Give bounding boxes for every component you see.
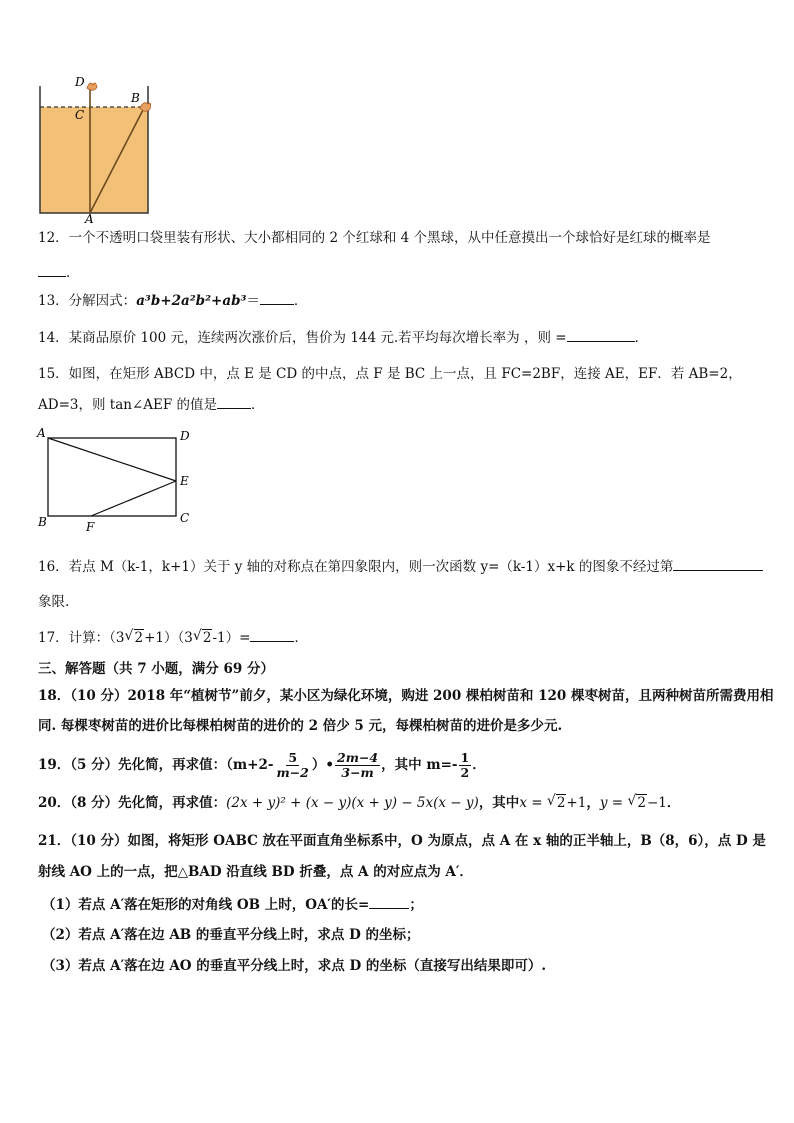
question-16-line1 — [38, 556, 760, 577]
question-21-sub1 — [42, 894, 760, 915]
question-17 — [38, 627, 760, 648]
q13-expression: a³b+2a²b²+ab³ — [136, 293, 247, 309]
q20-y-post: −1 — [646, 795, 667, 811]
q15-line2: AD=3，则 tan∠AEF 的值是 — [38, 397, 218, 413]
q19-f3-den: 2 — [460, 765, 470, 780]
question-21-sub2 — [42, 925, 760, 945]
figure-11 — [30, 72, 160, 224]
q19-f2-num: 2m−4 — [337, 750, 379, 765]
question-18-line2 — [38, 716, 760, 736]
section-3-title — [38, 659, 760, 679]
label-D: D — [75, 75, 85, 89]
q15-end: ． — [251, 397, 265, 413]
label-E: E — [180, 474, 189, 488]
q20-y-radicand: 2 — [637, 795, 646, 811]
question-21-sub3 — [42, 956, 760, 976]
q19-mid: ，其中 m=- — [381, 757, 458, 773]
label-B: B — [131, 91, 140, 105]
q19-f3-num: 1 — [460, 750, 470, 765]
q19-fraction-2 — [335, 751, 380, 780]
q21-sub1-answer-blank — [369, 894, 409, 909]
q13-prefix: 13．分解因式： — [38, 293, 137, 309]
label-C: C — [75, 108, 85, 122]
q21-line1: 21．（10 分）如图，将矩形 OABC 放在平面直角坐标系中，O 为原点，点 A 在 x 轴的正半轴上，B（8，6），点 D 是 — [38, 833, 766, 849]
q17-prefix: 17．计算：（3 — [38, 630, 125, 646]
q14-end: ． — [634, 330, 649, 346]
q16-answer-blank — [673, 556, 763, 571]
q19-f1-den: m−2 — [276, 765, 309, 780]
label-D: D — [180, 429, 190, 443]
label-A: A — [85, 212, 94, 224]
q17-end: ． — [294, 630, 308, 646]
q21-sub1-end: ； — [409, 897, 423, 913]
q18-line1: 18．（10 分）2018 年“植树节”前夕，某小区为绿化环境，购进 200 棵柏树苗和 120 棵枣树苗，且两种树苗所需费用相 — [38, 688, 774, 704]
q20-prefix: 20．（8 分）先化简，再求值： — [38, 795, 227, 811]
label-B: B — [38, 515, 47, 529]
q17-sqrt-2: √ 2 — [192, 628, 212, 646]
q19-f1-num: 5 — [288, 750, 298, 765]
q20-x-sqrt: √ 2 — [546, 793, 566, 811]
q21-sub2: （2）若点 A′落在边 AB 的垂直平分线上时，求点 D 的坐标； — [42, 927, 420, 943]
q19-prefix: 19．（5 分）先化简，再求值：（m+2- — [38, 757, 274, 773]
label-A: A — [37, 426, 46, 440]
segment-AE — [48, 438, 176, 481]
q19-dot: ）• — [311, 757, 335, 773]
question-15-line1 — [38, 364, 760, 384]
q20-sep: ， — [586, 795, 600, 811]
question-13 — [38, 290, 760, 311]
reed-flower-side — [140, 103, 151, 112]
q20-expression: (2x + y)² + (x − y)(x + y) − 5x(x − y) — [226, 795, 479, 811]
question-21-line2 — [38, 862, 760, 882]
rectangle-ABCD — [48, 438, 176, 516]
q12-end: ． — [66, 265, 80, 281]
question-15-line2 — [38, 394, 760, 415]
segment-EF — [91, 481, 176, 516]
reed-flower-top — [87, 83, 97, 90]
question-16-line2 — [38, 592, 760, 612]
q17-mid: +1）（3 — [144, 630, 193, 646]
q16-line1: 16．若点 M（k-1，k+1）关于 y 轴的对称点在第四象限内，则一次函数 y=（k-1）x+k 的图象不经过第 — [38, 559, 674, 575]
q12-text: 12．一个不透明口袋里装有形状、大小都相同的 2 个红球和 4 个黑球，从中任意摸出一个球恰好是红球的概率是 — [38, 230, 711, 246]
question-12 — [38, 228, 760, 248]
q13-answer-blank — [260, 290, 294, 305]
label-C: C — [180, 511, 190, 525]
q17-radicand-1: 2 — [134, 630, 144, 646]
q13-suffix: ＝ — [246, 293, 260, 309]
q14-text: 14．某商品原价 100 元，连续两次涨价后，售价为 144 元.若平均每次增长率为 ，则 = — [38, 330, 567, 346]
question-20 — [38, 793, 760, 813]
question-19 — [38, 746, 760, 786]
q21-sub3: （3）若点 A′落在边 AO 的垂直平分线上时，求点 D 的坐标（直接写出结果即可）. — [42, 958, 547, 974]
water-fill — [40, 107, 148, 213]
q20-x-post: +1 — [566, 795, 587, 811]
q20-y-sqrt: √ 2 — [627, 793, 646, 811]
question-18-line1 — [38, 686, 774, 706]
q19-f2-den: 3−m — [341, 765, 374, 780]
q14-answer-blank — [567, 327, 635, 342]
q16-line2: 象限. — [38, 594, 70, 610]
q15-answer-blank — [217, 394, 251, 409]
q21-line2: 射线 AO 上的一点，把△BAD 沿直线 BD 折叠，点 A 的对应点为 A′． — [38, 864, 473, 880]
q17-radicand-2: 2 — [202, 630, 212, 646]
section-3-title-text: 三、解答题（共 7 小题，满分 69 分） — [38, 661, 274, 677]
q20-x-pre: x = — [519, 795, 547, 811]
question-14 — [38, 327, 760, 348]
q20-x-radicand: 2 — [556, 795, 566, 811]
question-12-cont — [38, 262, 760, 283]
question-21-line1 — [38, 831, 766, 851]
q20-mid: ，其中 — [478, 795, 520, 811]
q13-end: ． — [293, 293, 308, 309]
q15-line1: 15．如图，在矩形 ABCD 中，点 E 是 CD 的中点，点 F 是 BC 上一点，且 FC=2BF，连接 AE，EF．若 AB=2， — [38, 366, 742, 382]
q20-y-pre: y = — [599, 795, 628, 811]
q12-answer-blank — [38, 262, 66, 277]
q20-end: ． — [666, 795, 681, 811]
q19-end: ． — [472, 757, 486, 773]
q18-line2: 同. 每棵枣树苗的进价比每棵柏树苗的进价的 2 倍少 5 元，每棵柏树苗的进价是多少元. — [38, 718, 563, 734]
q21-sub1: （1）若点 A′落在矩形的对角线 OB 上时，OA′的长= — [42, 897, 370, 913]
q17-sqrt-1: √ 2 — [124, 628, 144, 646]
q19-fraction-3 — [459, 751, 472, 780]
q17-answer-blank — [250, 627, 294, 642]
figure-15 — [32, 424, 198, 536]
label-F: F — [86, 520, 95, 534]
q19-fraction-1 — [274, 751, 310, 780]
q17-tail: -1）= — [212, 630, 251, 646]
